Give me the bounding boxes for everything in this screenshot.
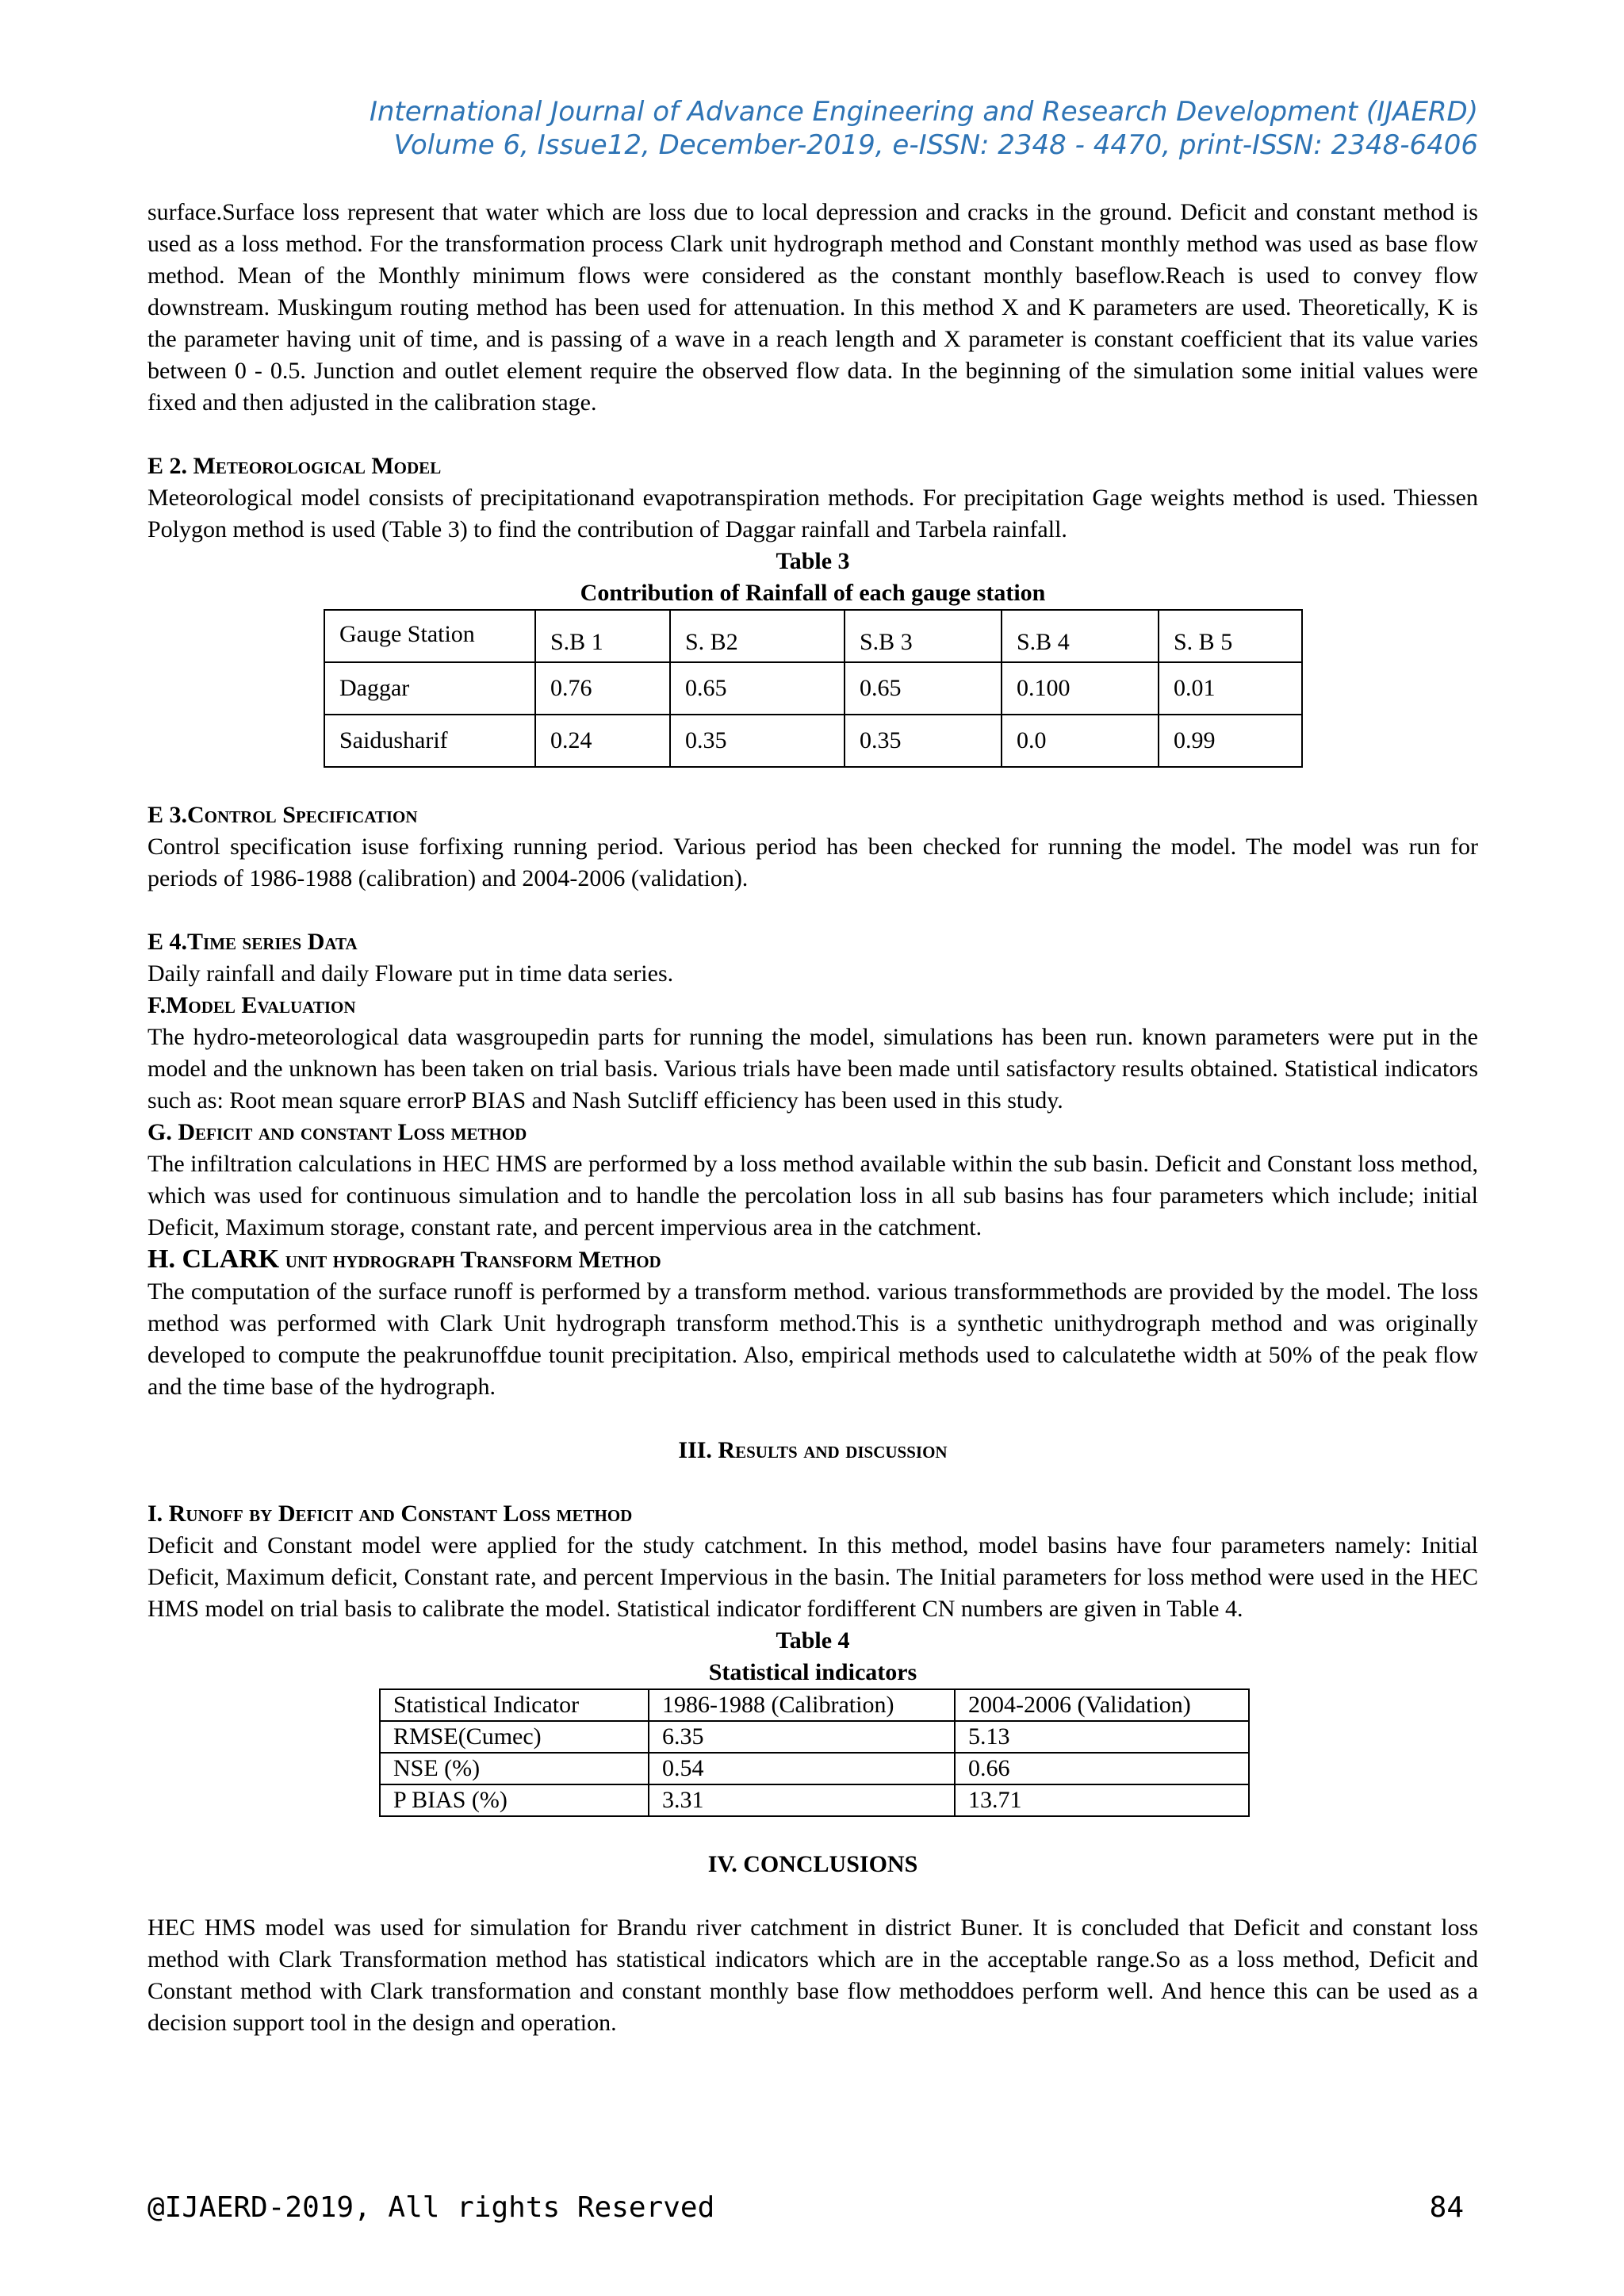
table-cell: 6.35 bbox=[649, 1721, 955, 1753]
table-header-cell: S. B 5 bbox=[1159, 610, 1302, 662]
table-row bbox=[380, 1784, 1249, 1816]
table-cell: NSE (%) bbox=[380, 1753, 649, 1784]
section-heading-i: I. Runoff by Deficit and Constant Loss method bbox=[147, 1501, 633, 1527]
heading-h-rest: unit hydrograph Transform Method bbox=[279, 1247, 661, 1273]
journal-title: International Journal of Advance Engineering and Research Development (IJAERD) bbox=[369, 96, 1478, 128]
table4-title: Statistical indicators bbox=[708, 1659, 917, 1685]
runoff-paragraph: Deficit and Constant model were applied for the study catchment. In this method, model basins have four parameters namely: Initial Deficit, Maximum deficit, Constant rate, and percent Impervious in the basin. The Initial parameters for loss method were used in the HEC HMS model on trial basis to calibrate the model. Statistical indicator fordifferent CN numbers are given in Table 4. bbox=[147, 1532, 1478, 1622]
section-heading-f: F.Model Evaluation bbox=[147, 992, 356, 1018]
article-body bbox=[147, 197, 1478, 2039]
deficit-constant-paragraph: The infiltration calculations in HEC HMS are performed by a loss method available within the sub basin. Deficit and Constant loss method, which was used for continuous simulation and to handle the percolation loss in all sub basins has four parameters which include; initial Deficit, Maximum storage, constant rate, and percent impervious area in the catchment. bbox=[147, 1151, 1478, 1240]
table-cell: 0.0 bbox=[1002, 715, 1159, 767]
table-cell: P BIAS (%) bbox=[380, 1784, 649, 1816]
table-cell: Saidusharif bbox=[324, 715, 535, 767]
table3-title: Contribution of Rainfall of each gauge station bbox=[580, 580, 1046, 606]
section-heading-g: G. Deficit and constant Loss method bbox=[147, 1119, 527, 1145]
table3 bbox=[324, 609, 1303, 768]
clark-transform-paragraph: The computation of the surface runoff is performed by a transform method. various transformmethods are provided by the model. The loss method was performed with Clark Unit hydrograph transform method.This is a synthetic unithydrograph method and was originally developed to compute the peakrunoffdue tounit precipitation. Also, empirical methods used to calculatethe width at 50% of the peak flow and the time base of the hydrograph. bbox=[147, 1278, 1478, 1400]
table4-label: Table 4 bbox=[776, 1627, 850, 1654]
table-cell: 0.99 bbox=[1159, 715, 1302, 767]
table-cell: 13.71 bbox=[955, 1784, 1249, 1816]
table-cell: 0.65 bbox=[670, 662, 845, 715]
table-header-cell: S.B 4 bbox=[1002, 610, 1159, 662]
table-cell: Daggar bbox=[324, 662, 535, 715]
table-header-cell: Gauge Station bbox=[324, 610, 535, 662]
table-row bbox=[324, 662, 1302, 715]
table-header-cell: S. B2 bbox=[670, 610, 845, 662]
table-cell: RMSE(Cumec) bbox=[380, 1721, 649, 1753]
table-cell: 0.54 bbox=[649, 1753, 955, 1784]
table-row bbox=[380, 1721, 1249, 1753]
table-header-cell: S.B 3 bbox=[845, 610, 1002, 662]
table-cell: 0.65 bbox=[845, 662, 1002, 715]
table3-label: Table 3 bbox=[776, 548, 850, 574]
table4 bbox=[379, 1688, 1250, 1817]
table-header-cell: 2004-2006 (Validation) bbox=[955, 1689, 1249, 1721]
table-row bbox=[380, 1753, 1249, 1784]
section-heading-conclusions: IV. CONCLUSIONS bbox=[707, 1851, 918, 1877]
table-header-row bbox=[324, 610, 1302, 662]
section-heading-h bbox=[147, 1244, 1478, 1276]
table-header-cell: S.B 1 bbox=[535, 610, 670, 662]
intro-paragraph: surface.Surface loss represent that water which are loss due to local depression and cracks in the ground. Deficit and constant method is used as a loss method. For the transformation process Clark unit hydrograph method and Constant monthly method was used as base flow method. Mean of the Monthly minimum flows were considered as the constant monthly baseflow.Reach is used to convey flow downstream. Muskingum routing method has been used for attenuation. In this method X and K parameters are used. Theoretically, K is the parameter having unit of time, and is passing of a wave in a reach length and X parameter is constant coefficient that its value varies between 0 - 0.5. Junction and outlet element require the observed flow data. In the beginning of the simulation some initial values were fixed and then adjusted in the calibration stage. bbox=[147, 199, 1478, 416]
section-heading-e4: E 4.Time series Data bbox=[147, 929, 358, 955]
table-cell: 0.76 bbox=[535, 662, 670, 715]
table-cell: 0.35 bbox=[845, 715, 1002, 767]
control-specification-paragraph: Control specification isuse forfixing running period. Various period has been checked for running the model. The model was run for periods of 1986-1988 (calibration) and 2004-2006 (validation). bbox=[147, 834, 1478, 891]
copyright-notice: @IJAERD-2019, All rights Reserved bbox=[147, 2191, 715, 2224]
table-cell: 3.31 bbox=[649, 1784, 955, 1816]
model-evaluation-paragraph: The hydro-meteorological data wasgroupedin parts for running the model, simulations has been run. known parameters were put in the model and the unknown has been taken on trial basis. Various trials have been made until satisfactory results obtained. Statistical indicators such as: Root mean square errorP BIAS and Nash Sutcliff efficiency has been used in this study. bbox=[147, 1024, 1478, 1114]
table-cell: 0.35 bbox=[670, 715, 845, 767]
heading-h-prefix: H. CLARK bbox=[147, 1244, 280, 1274]
table-header-cell: 1986-1988 (Calibration) bbox=[649, 1689, 955, 1721]
table-cell: 0.66 bbox=[955, 1753, 1249, 1784]
table-header-cell: Statistical Indicator bbox=[380, 1689, 649, 1721]
meteorological-model-paragraph: Meteorological model consists of precipitationand evapotranspiration methods. For precipitation Gage weights method is used. Thiessen Polygon method is used (Table 3) to find the contribution of Daggar rainfall and Tarbela rainfall. bbox=[147, 485, 1478, 542]
table-cell: 5.13 bbox=[955, 1721, 1249, 1753]
section-heading-e2: E 2. Meteorological Model bbox=[147, 453, 442, 479]
table-header-row bbox=[380, 1689, 1249, 1721]
section-heading-results: III. Results and discussion bbox=[678, 1437, 948, 1463]
journal-volume-info: Volume 6, Issue12, December-2019, e-ISSN: 2348 - 4470, print-ISSN: 2348-6406 bbox=[393, 129, 1478, 161]
table-cell: 0.100 bbox=[1002, 662, 1159, 715]
journal-header bbox=[370, 95, 1478, 162]
page-number: 84 bbox=[1429, 2191, 1464, 2224]
table-cell: 0.24 bbox=[535, 715, 670, 767]
conclusion-paragraph: HEC HMS model was used for simulation for Brandu river catchment in district Buner. It is concluded that Deficit and constant loss method with Clark Transformation method has statistical indicators which are in the acceptable range.So as a loss method, Deficit and Constant method with Clark transformation and constant monthly base flow methoddoes perform well. And hence this can be used as a decision support tool in the design and operation. bbox=[147, 1915, 1478, 2036]
time-series-paragraph: Daily rainfall and daily Floware put in time data series. bbox=[147, 960, 674, 987]
table-cell: 0.01 bbox=[1159, 662, 1302, 715]
section-heading-e3: E 3.Control Specification bbox=[147, 802, 418, 828]
table-row bbox=[324, 715, 1302, 767]
